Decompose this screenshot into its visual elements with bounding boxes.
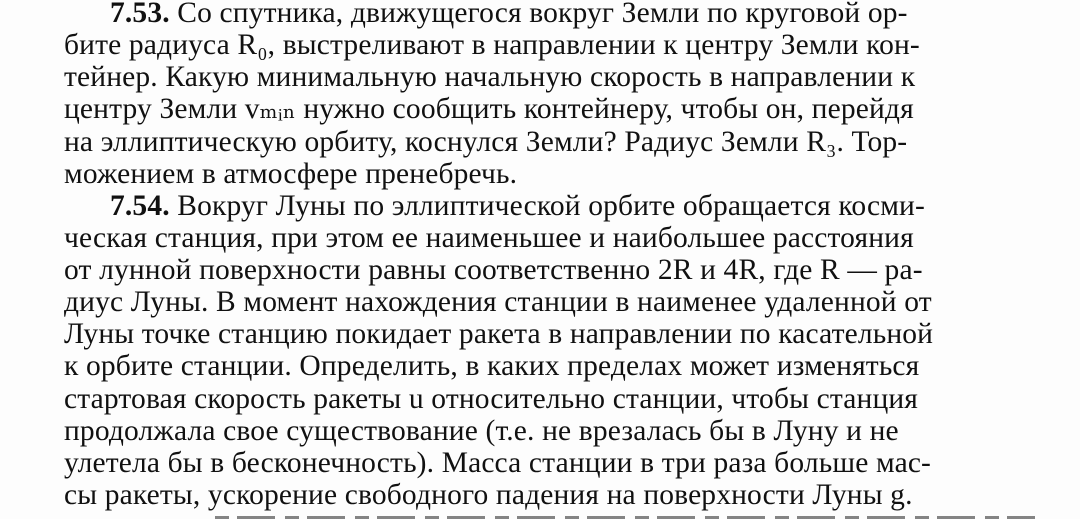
problem-text-line: к орбите станции. Определить, в каких пределах может изменяться xyxy=(64,350,920,382)
cropped-next-line xyxy=(215,510,1035,519)
problem-text-line: диус Луны. В момент нахождения станции в наименее удаленной от xyxy=(64,286,932,318)
problem-7-53-first-line xyxy=(110,0,908,30)
problem-text-line: на эллиптическую орбиту, коснулся Земли? Радиус Земли R₃. Тор- xyxy=(64,126,908,158)
problem-7-54-first-line xyxy=(110,190,925,223)
problem-text-line: от лунной поверхности равны соответственно 2R и 4R, где R — ра- xyxy=(64,254,923,286)
problem-text-line: стартовая скорость ракеты u относительно станции, чтобы станция xyxy=(64,383,919,415)
problem-text-line: центру Земли vₘᵢₙ нужно сообщить контейнеру, чтобы он, перейдя xyxy=(64,93,914,125)
problem-text-line: ческая станция, при этом ее наименьшее и наибольшее расстояния xyxy=(64,222,914,254)
problem-text-line: продолжала свое существование (т.е. не врезалась бы в Луну и не xyxy=(64,415,899,447)
problem-number: 7.53. xyxy=(110,0,170,29)
problem-text-line: бите радиуса R₀, выстреливают в направлении к центру Земли кон- xyxy=(64,29,920,61)
problem-text-line: можением в атмосфере пренебречь. xyxy=(64,158,518,190)
problem-text-line: тейнер. Какую минимальную начальную скорость в направлении к xyxy=(64,61,916,93)
problem-text-line: Луны точке станцию покидает ракета в направлении по касательной xyxy=(64,318,934,350)
problem-number: 7.54. xyxy=(110,190,170,222)
problem-text: Вокруг Луны по эллиптической орбите обращается косми- xyxy=(169,190,925,222)
problem-text-line: сы ракеты, ускорение свободного падения на поверхности Луны g. xyxy=(64,479,913,511)
problem-text: Со спутника, движущегося вокруг Земли по круговой ор- xyxy=(169,0,908,29)
problem-text-line: улетела бы в бесконечность). Масса станции в три раза больше мас- xyxy=(64,447,932,479)
